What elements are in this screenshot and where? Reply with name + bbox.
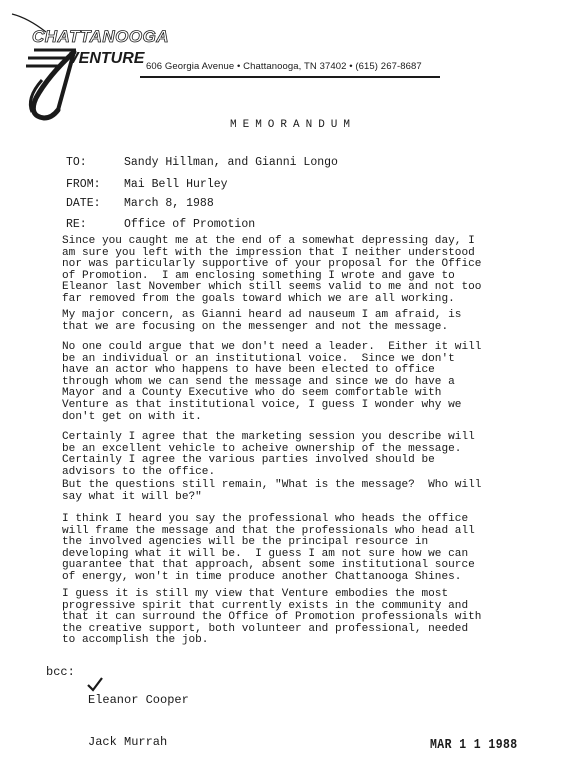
paragraph-3: No one could argue that we don't need a leader. Either it will be an individual or an institutional voice. Since we don't have an actor who happens to have been elected to office through whom we can send the message and since we do have a Mayor and a County Executive who do seem comfortable with Venture as that institutional voice, I guess I wonder why we don't get on with it. [62,341,482,423]
re-label: RE: [66,218,87,231]
paragraph-7: I guess it is still my view that Venture embodies the most progressive spirit that currently exists in the community and that it can surround the Office of Promotion professionals with the creative support, both volunteer and professional, needed to accomplish the job. [62,588,482,647]
bcc-label: bcc: [46,665,75,679]
bcc-recipient: Eleanor Cooper [88,693,189,707]
paragraph-1: Since you caught me at the end of a somewhat depressing day, I am sure you left with the impression that I neither understood nor was particularly supportive of your proposal for the Office of Promotion. I am enclosing something I wrote and gave to Eleanor last November which still seems valid to me and not too far removed from the goals toward which we are all working. [62,235,482,305]
chattanooga-venture-logo [18,18,170,128]
logo-text-top: CHATTANOOGA [32,27,170,46]
letterhead-rule [140,76,440,78]
checkmark-icon [87,677,103,691]
received-date-stamp: MAR 1 1 1988 [430,737,518,753]
paragraph-5: But the questions still remain, "What is the message? Who will say what it will be?" [62,479,482,503]
paragraph-2: My major concern, as Gianni heard ad nauseum I am afraid, is that we are focusing on the messenger and not the message. [62,309,462,333]
to-value: Sandy Hillman, and Gianni Longo [124,156,338,169]
re-value: Office of Promotion [124,218,256,231]
to-label: TO: [66,156,87,169]
paragraph-4: Certainly I agree that the marketing session you describe will be an excellent vehicle to acheive ownership of the message. Certainly I agree the various parties involved should be advisors to the office. [62,431,475,478]
date-value: March 8, 1988 [124,197,214,210]
date-label: DATE: [66,197,101,210]
letterhead-address: 606 Georgia Avenue • Chattanooga, TN 37402 • (615) 267-8687 [146,61,422,72]
bcc-list [88,665,189,763]
memo-title: MEMORANDUM [230,119,357,131]
from-label: FROM: [66,178,101,191]
paragraph-6: I think I heard you say the professional who heads the office will frame the message and that the professionals who head all the involved agencies will be the principal resource in developing what it will be. I guess I am not sure how we can guarantee that that approach, absent some institutional source of energy, won't in time produce another Chattanooga Shines. [62,513,475,583]
bcc-recipient: Jack Murrah [88,735,168,749]
logo-text-bottom: VENTURE [68,50,145,67]
from-value: Mai Bell Hurley [124,178,228,191]
